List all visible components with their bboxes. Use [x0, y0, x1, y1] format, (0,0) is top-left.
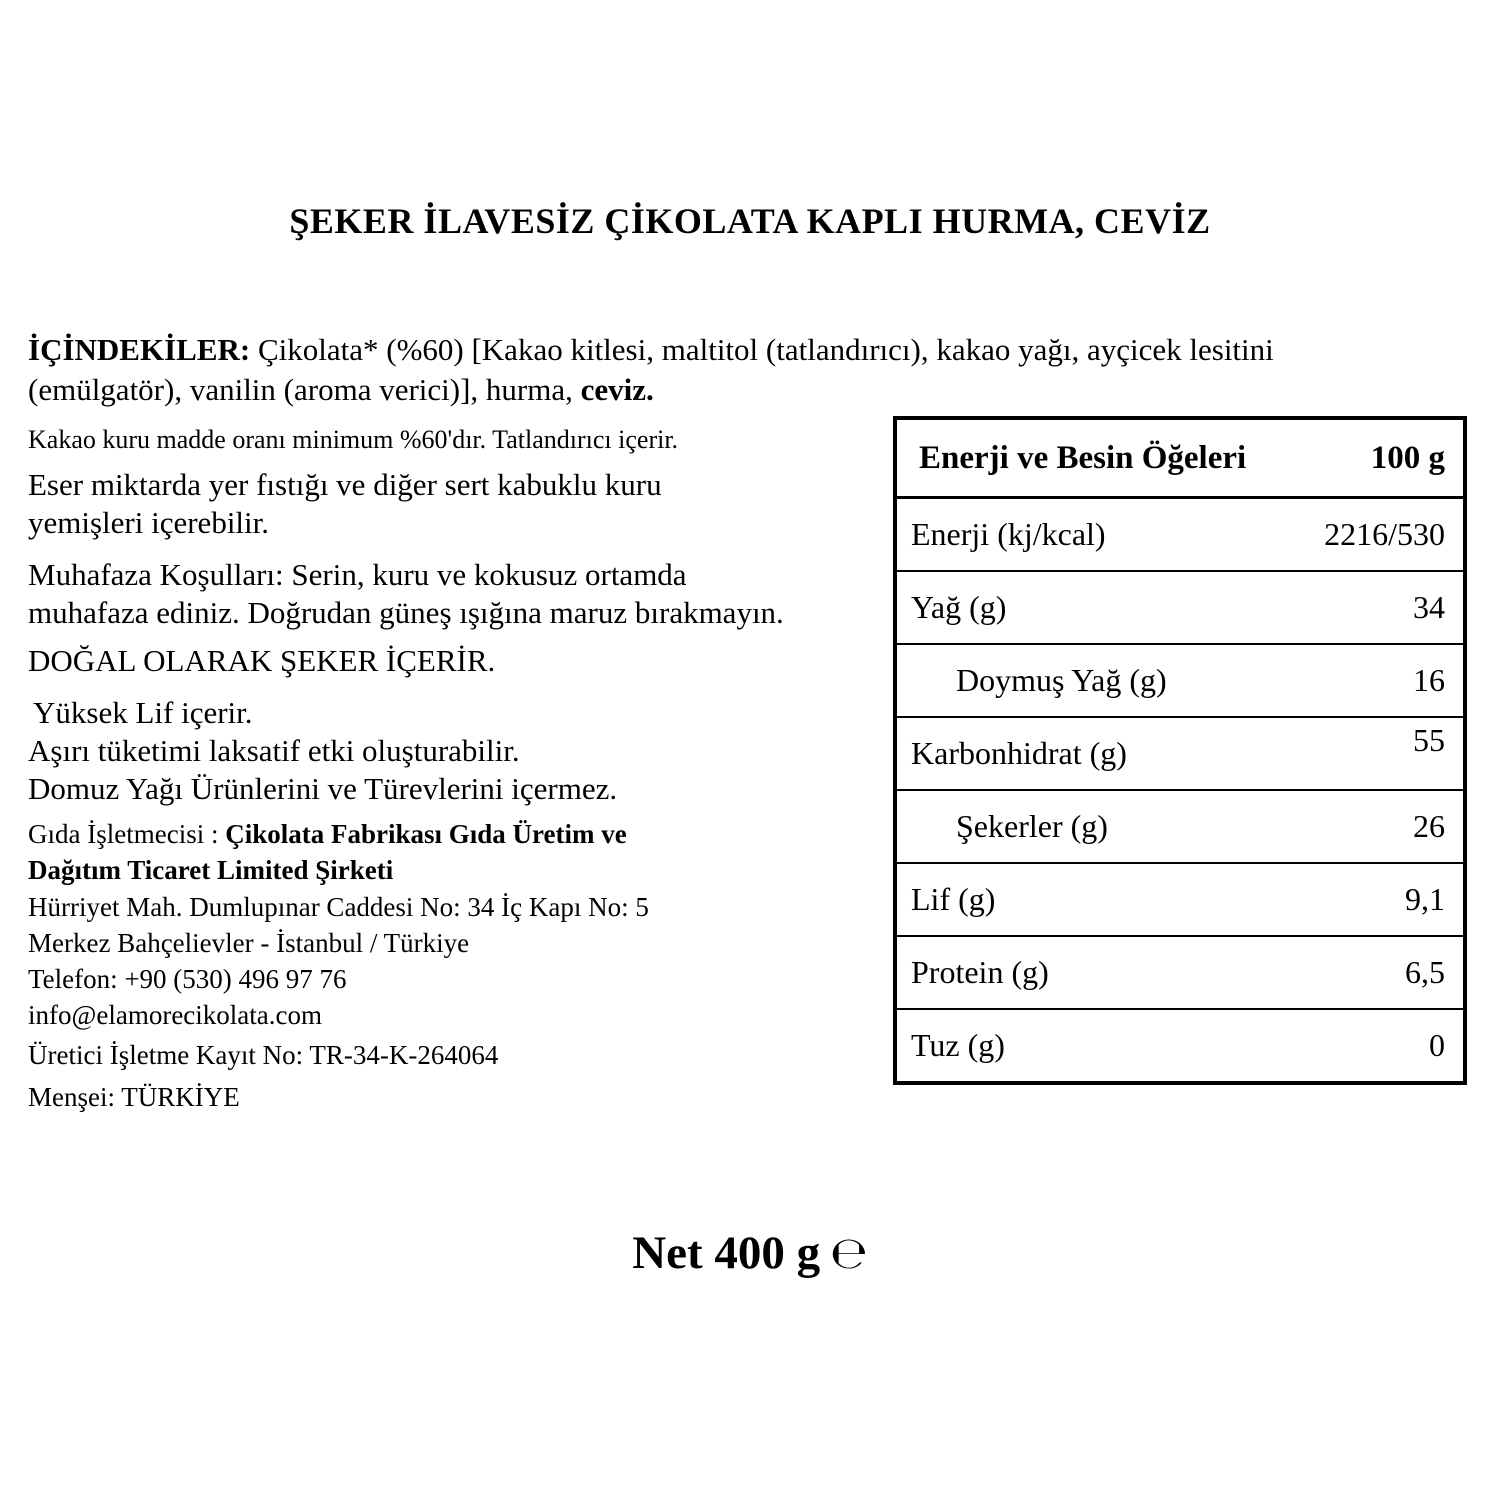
laxative-note: Aşırı tüketimi laksatif etki oluşturabilir.: [28, 733, 520, 768]
row-value: 6,5: [1405, 954, 1445, 990]
row-value: 55: [1413, 722, 1445, 758]
row-label: Protein (g): [911, 954, 1049, 990]
ingredients-bold-suffix: ceviz.: [580, 372, 654, 407]
table-row: [897, 1010, 1463, 1081]
phone-line: Telefon: +90 (530) 496 97 76: [28, 964, 347, 994]
food-operator: [28, 816, 890, 888]
row-value: 34: [1413, 589, 1445, 625]
address-line-1: Hürriyet Mah. Dumlupınar Caddesi No: 34 İç Kapı No: 5: [28, 892, 649, 922]
row-label: Tuz (g): [911, 1027, 1005, 1063]
row-label: Şekerler (g): [956, 808, 1108, 844]
storage-note: [28, 556, 890, 632]
food-operator-label: Gıda İşletmecisi :: [28, 819, 226, 849]
row-label: Enerji (kj/kcal): [911, 516, 1106, 552]
net-weight-label: Net 400 g: [632, 1227, 821, 1279]
row-value: 0: [1429, 1027, 1445, 1063]
cocoa-note: Kakao kuru madde oranı minimum %60'dır. Tatlandırıcı içerir.: [28, 425, 679, 454]
table-row: [897, 572, 1463, 645]
net-weight: [0, 1226, 1500, 1280]
ingredients-label: İÇİNDEKİLER:: [28, 332, 251, 367]
ingredients-line2: (emülgatör), vanilin (aroma verici)], hurma,: [28, 372, 581, 407]
address-line-2: Merkez Bahçelievler - İstanbul / Türkiye: [28, 928, 470, 958]
table-row: [897, 718, 1463, 791]
nutrition-table: [893, 416, 1467, 1085]
row-label: Karbonhidrat (g): [911, 735, 1127, 771]
row-value: 26: [1413, 808, 1445, 844]
nutrition-header-title: Enerji ve Besin Öğeleri: [919, 439, 1247, 476]
origin-line: Menşei: TÜRKİYE: [28, 1082, 240, 1112]
email-line: info@elamorecikolata.com: [28, 1000, 322, 1030]
allergen-line-2: yemişleri içerebilir.: [28, 505, 270, 540]
table-row: [897, 645, 1463, 718]
row-label: Doymuş Yağ (g): [956, 662, 1167, 698]
pork-free-note: Domuz Yağı Ürünlerini ve Türevlerini içermez.: [28, 771, 618, 806]
allergen-note: [28, 466, 890, 542]
row-value: 2216/530: [1324, 516, 1445, 552]
row-label: Yağ (g): [911, 589, 1007, 625]
row-label: Lif (g): [911, 881, 996, 917]
ingredients-line1: Çikolata* (%60) [Kakao kitlesi, maltitol (tatlandırıcı), kakao yağı, ayçicek lesitini: [250, 332, 1274, 367]
row-value: 16: [1413, 662, 1445, 698]
allergen-line-1: Eser miktarda yer fıstığı ve diğer sert kabuklu kuru: [28, 467, 662, 502]
page-title: ŞEKER İLAVESİZ ÇİKOLATA KAPLI HURMA, CEVİZ: [289, 201, 1211, 241]
table-row: [897, 499, 1463, 572]
natural-sugar-note: DOĞAL OLARAK ŞEKER İÇERİR.: [28, 643, 496, 678]
fiber-note: Yüksek Lif içerir.: [33, 695, 253, 730]
info-column: [28, 424, 890, 1114]
table-row: [897, 791, 1463, 864]
nutrition-table-header: [897, 420, 1463, 499]
table-row: [897, 937, 1463, 1010]
storage-line-2: muhafaza ediniz. Doğrudan güneş ışığına maruz bırakmayın.: [28, 595, 784, 630]
estimated-sign: ℮: [830, 1228, 868, 1279]
nutrition-header-unit: 100 g: [1370, 439, 1445, 476]
row-value: 9,1: [1405, 881, 1445, 917]
storage-line-1: Muhafaza Koşulları: Serin, kuru ve kokusuz ortamda: [28, 557, 687, 592]
table-row: [897, 864, 1463, 937]
registration-number: Üretici İşletme Kayıt No: TR-34-K-264064: [28, 1040, 499, 1070]
food-operator-name-line-1: Çikolata Fabrikası Gıda Üretim ve: [225, 819, 627, 849]
ingredients-paragraph: [28, 330, 1488, 410]
food-operator-name-line-2: Dağıtım Ticaret Limited Şirketi: [28, 855, 394, 885]
